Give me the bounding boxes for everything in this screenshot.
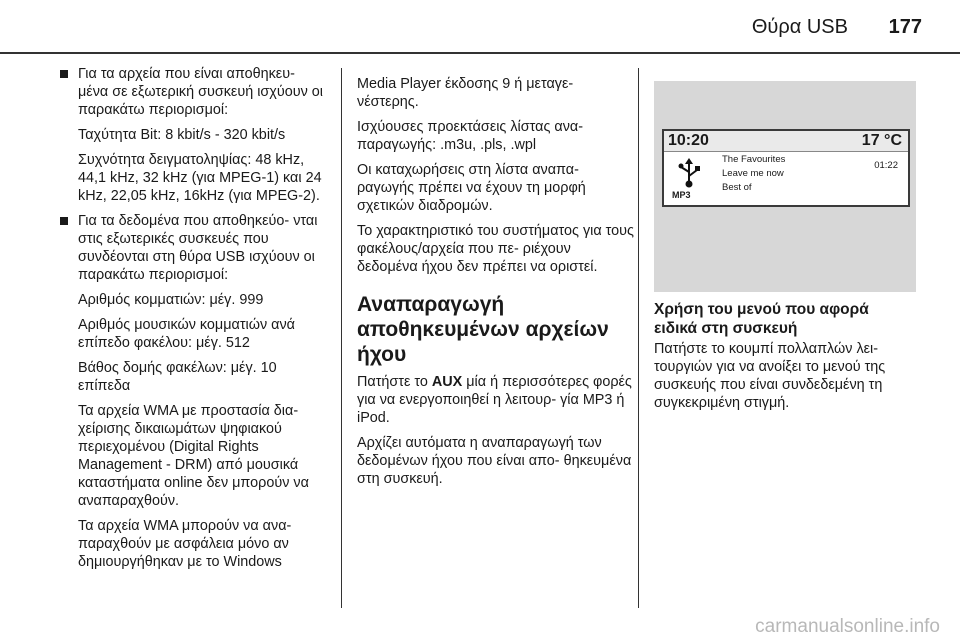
watermark: carmanualsonline.info: [755, 616, 940, 637]
sample-rate-text: Συχνότητα δειγματοληψίας: 48 kHz, 44,1 kHz, 32 kHz (για MPEG-1) και 24 kHz, 22,05 kHz, 16kHz (για MPEG-2).: [78, 152, 322, 204]
bullet-file-limits: Για τα αρχεία που είναι αποθηκευ‐ μένα σε εξωτερική συσκευή ισχύουν οι παρακάτω περιορισμοί:: [58, 65, 326, 119]
tracks-per-folder-text: Αριθμός μουσικών κομματιών ανά επίπεδο φακέλου: μέγ. 512: [78, 317, 295, 351]
track-list-item: Best of: [722, 182, 752, 193]
display-elapsed: 01:22: [874, 160, 898, 171]
bullet-device-limits: Για τα δεδομένα που αποθηκεύο‐ νται στις εξωτερικές συσκευές που συνδέονται στη θύρα USB ισχύουν οι παρακάτω περιορισμοί:: [58, 212, 326, 284]
display-source-label: MP3: [672, 190, 691, 200]
playlist-extensions-text: Ισχύουσες προεκτάσεις λίστας ανα‐ παραγωγής: .m3u, .pls, .wpl: [357, 119, 583, 153]
wma-windows-text: Τα αρχεία WMA μπορούν να ανα‐ παραχθούν με ασφάλεια μόνο αν δημιουργήθηκαν με το Windows: [78, 518, 292, 570]
header-title: Θύρα USB: [751, 16, 848, 38]
aux-key-label: AUX: [431, 374, 463, 390]
auto-play-text: Αρχίζει αυτόματα η αναπαραγωγή των δεδομένων ήχου που είναι απο‐ θηκευμένα στη συσκευή.: [357, 435, 632, 487]
press-aux-post: μία ή περισσότερες φορές για να ενεργοποιηθεί η λειτουρ‐ γία MP3 ή iPod.: [357, 374, 632, 426]
display-status-bar: [664, 131, 908, 152]
usb-icon: [676, 158, 702, 188]
press-aux-text: [357, 373, 635, 427]
display-figure: [654, 81, 916, 292]
bit-rate-text: Ταχύτητα Bit: 8 kbit/s - 320 kbit/s: [78, 127, 286, 143]
header-rule: [0, 52, 960, 54]
attribute-text: Το χαρακτηριστικό του συστήματος για τους φακέλους/αρχεία που πε‐ ριέχουν δεδομένα ήχου δεν πρέπει να οριστεί.: [357, 223, 634, 275]
playlist-paths-text: Οι καταχωρήσεις στη λίστα αναπα‐ ραγωγής πρέπει να έχουν τη μορφή σχετικών διαδρομών.: [357, 162, 586, 214]
column-divider-right: [638, 68, 639, 608]
column-left: [58, 65, 326, 578]
track-list-item: The Favourites: [722, 154, 786, 165]
folder-depth-text: Βάθος δομής φακέλων: μέγ. 10 επίπεδα: [78, 360, 277, 394]
section-heading-device-menu: Χρήση του μενού που αφορά ειδικά στη συσκευή: [654, 301, 869, 337]
page-number: 177: [888, 16, 922, 38]
column-middle: [357, 75, 635, 495]
track-list-item: Leave me now: [722, 168, 784, 179]
track-count-text: Αριθμός κομματιών: μέγ. 999: [78, 292, 264, 308]
media-player-version-text: Media Player έκδοσης 9 ή μεταγε‐ νέστερης.: [357, 76, 574, 110]
page-header: [0, 0, 960, 52]
radio-display: [662, 129, 910, 207]
track-list: [722, 153, 785, 195]
display-time: 10:20: [668, 132, 709, 149]
display-temperature: 17 °C: [861, 132, 902, 149]
column-divider-left: [341, 68, 342, 608]
press-aux-pre: Πατήστε το: [357, 374, 432, 390]
wma-drm-text: Τα αρχεία WMA με προστασία δια‐ χείρισης δικαιωμάτων ψηφιακού περιεχομένου (Digital Rights Management - DRM) από μουσικά καταστήματα online δεν μπορούν να αναπαραχθούν.: [78, 403, 309, 509]
device-menu-text: Πατήστε το κουμπί πολλαπλών λει‐ τουργιών για να ανοίξει το μενού της συσκευής που είναι συνδεδεμένη τη συγκεκριμένη στιγμή.: [654, 341, 886, 411]
section-heading-playback: Αναπαραγωγή αποθηκευμένων αρχείων ήχου: [357, 293, 609, 366]
column-right: [654, 300, 916, 419]
